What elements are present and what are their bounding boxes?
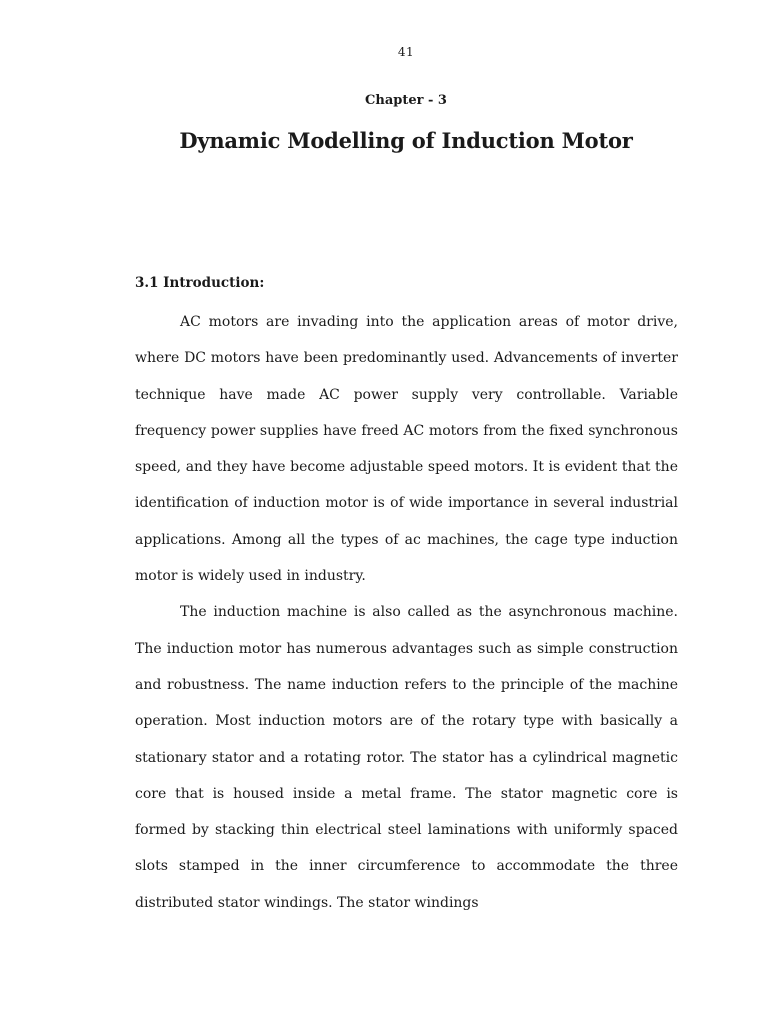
page-number: 41 (397, 45, 415, 59)
section-heading: 3.1 Introduction: (135, 275, 265, 291)
paragraph-2: The induction machine is also called as the asynchronous machine. The induction motor has numerous advantages such as simple construction and robustness. The name induction refers to the principle of the machine operation. Most induction motors are of the rotary type with basically a stationary stator and a rotating rotor. The stator has a cylindrical magnetic core that is housed inside a metal frame. The stator magnetic core is formed by stacking thin electrical steel laminations with uniformly spaced slots stamped in the inner circumference to accommodate the three distributed stator windings. The stator windings (135, 604, 678, 911)
chapter-title: Dynamic Modelling of Induction Motor (179, 128, 633, 153)
body-text (135, 304, 678, 921)
paragraph-1: AC motors are invading into the application areas of motor drive, where DC motors have been predominantly used. Advancements of inverter technique have made AC power supply very controllable. Variable frequency power supplies have freed AC motors from the fixed synchronous speed, and they have become adjustable speed motors. It is evident that the identification of induction motor is of wide importance in several industrial applications. Among all the types of ac machines, the cage type induction motor is widely used in industry. (135, 314, 678, 585)
chapter-label: Chapter - 3 (365, 93, 447, 108)
